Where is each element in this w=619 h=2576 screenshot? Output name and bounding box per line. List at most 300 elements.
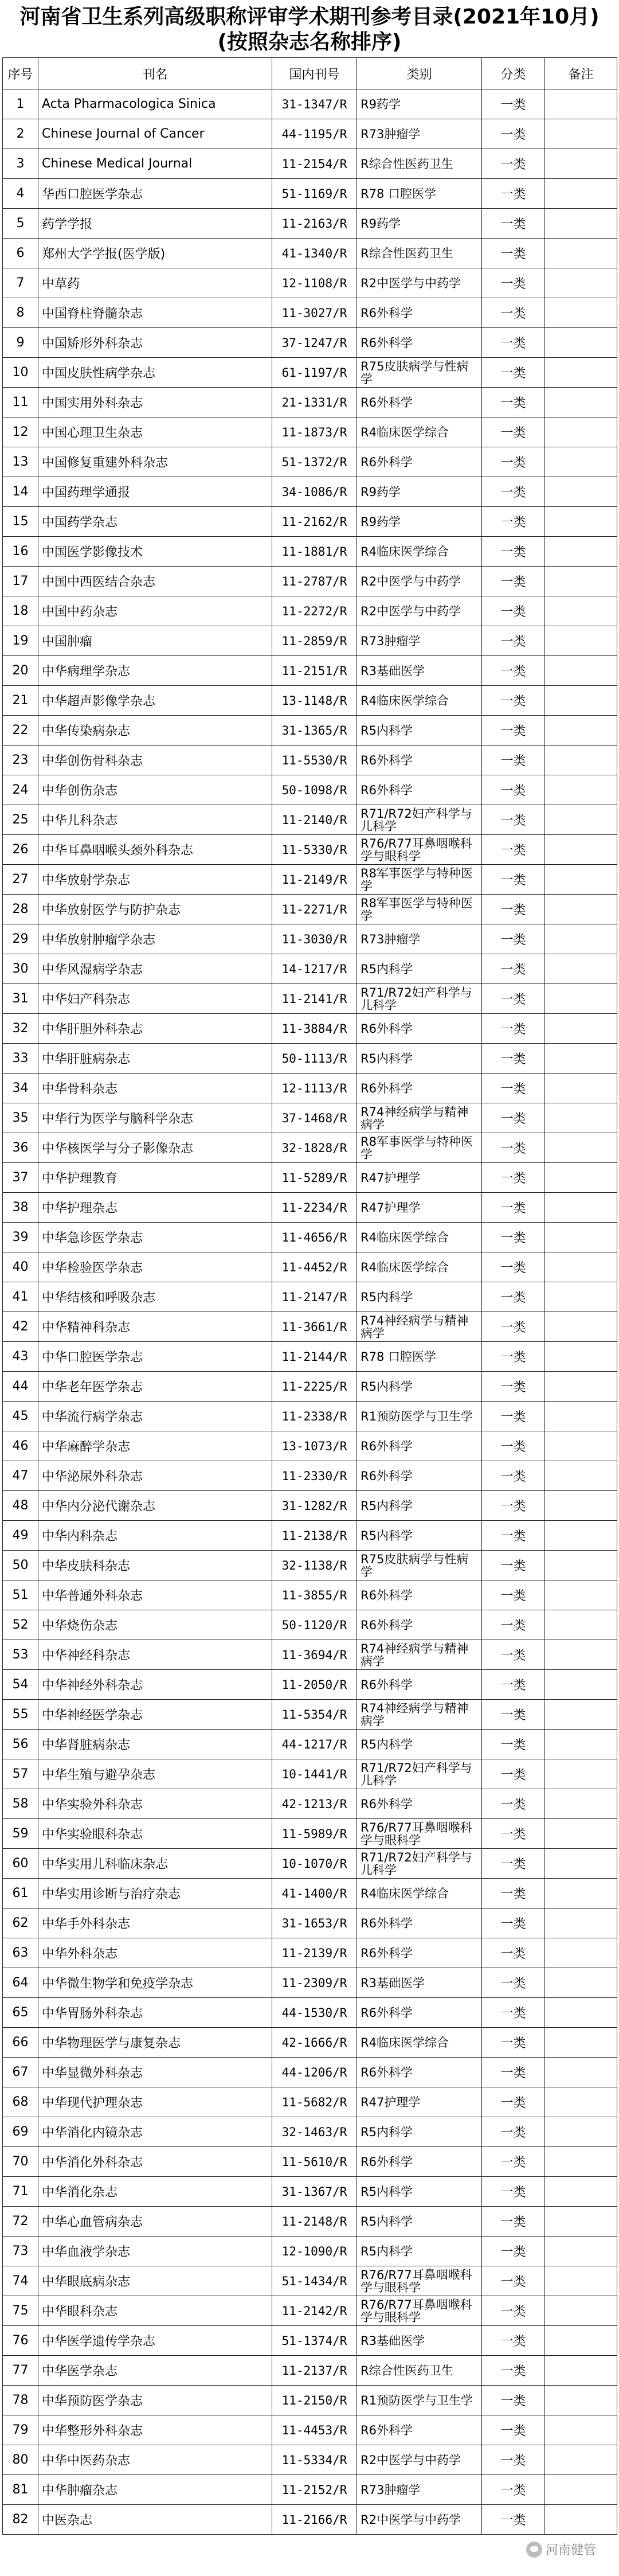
table-row bbox=[3, 626, 617, 656]
classification: 一类 bbox=[482, 626, 545, 656]
classification: 一类 bbox=[482, 2475, 545, 2505]
table-row bbox=[3, 2117, 617, 2147]
issn-code: 11-5989/R bbox=[272, 1819, 357, 1849]
remark bbox=[545, 835, 617, 865]
classification: 一类 bbox=[482, 1700, 545, 1730]
classification: 一类 bbox=[482, 656, 545, 686]
issn-code: 11-1881/R bbox=[272, 537, 357, 567]
table-row bbox=[3, 2386, 617, 2415]
row-number: 28 bbox=[3, 895, 38, 924]
table-row bbox=[3, 2326, 617, 2356]
journal-name: Acta Pharmacologica Sinica bbox=[38, 89, 272, 119]
category: R6外科学 bbox=[357, 388, 482, 417]
remark bbox=[545, 149, 617, 179]
remark bbox=[545, 507, 617, 537]
issn-code: 11-2148/R bbox=[272, 2207, 357, 2237]
issn-code: 31-1653/R bbox=[272, 1908, 357, 1938]
issn-code: 11-5330/R bbox=[272, 835, 357, 865]
remark bbox=[545, 984, 617, 1014]
category: R71/R72妇产科学与儿科学 bbox=[357, 805, 482, 835]
row-number: 34 bbox=[3, 1074, 38, 1103]
category: R6外科学 bbox=[357, 1908, 482, 1938]
table-row bbox=[3, 1372, 617, 1402]
col-header-category: 类别 bbox=[357, 58, 482, 89]
row-number: 77 bbox=[3, 2356, 38, 2386]
row-number: 3 bbox=[3, 149, 38, 179]
issn-code: 11-2234/R bbox=[272, 1193, 357, 1223]
classification: 一类 bbox=[482, 716, 545, 746]
remark bbox=[545, 2475, 617, 2505]
issn-code: 11-2138/R bbox=[272, 1521, 357, 1551]
row-number: 15 bbox=[3, 507, 38, 537]
classification: 一类 bbox=[482, 1580, 545, 1610]
journal-name: 中华整形外科杂志 bbox=[38, 2415, 272, 2445]
classification: 一类 bbox=[482, 1521, 545, 1551]
classification: 一类 bbox=[482, 2326, 545, 2356]
issn-code: 11-4452/R bbox=[272, 1252, 357, 1282]
issn-code: 32-1828/R bbox=[272, 1133, 357, 1163]
row-number: 78 bbox=[3, 2386, 38, 2415]
journal-name: 中华老年医学杂志 bbox=[38, 1372, 272, 1402]
journal-name: 中国中药杂志 bbox=[38, 596, 272, 626]
category: R4临床医学综合 bbox=[357, 2028, 482, 2058]
row-number: 26 bbox=[3, 835, 38, 865]
issn-code: 41-1340/R bbox=[272, 239, 357, 268]
remark bbox=[545, 2386, 617, 2415]
classification: 一类 bbox=[482, 2087, 545, 2117]
row-number: 8 bbox=[3, 298, 38, 328]
journal-name: 中华实用诊断与治疗杂志 bbox=[38, 1879, 272, 1908]
table-row bbox=[3, 1908, 617, 1938]
table-row bbox=[3, 716, 617, 746]
table-row bbox=[3, 1193, 617, 1223]
row-number: 29 bbox=[3, 924, 38, 954]
remark bbox=[545, 298, 617, 328]
journal-name: 中华物理医学与康复杂志 bbox=[38, 2028, 272, 2058]
watermark bbox=[526, 2540, 596, 2558]
row-number: 52 bbox=[3, 1610, 38, 1640]
table-row bbox=[3, 596, 617, 626]
issn-code: 11-4453/R bbox=[272, 2415, 357, 2445]
category: R5内科学 bbox=[357, 1282, 482, 1312]
journal-name: 中国医学影像技术 bbox=[38, 537, 272, 567]
issn-code: 11-2330/R bbox=[272, 1461, 357, 1491]
row-number: 79 bbox=[3, 2415, 38, 2445]
classification: 一类 bbox=[482, 865, 545, 895]
row-number: 2 bbox=[3, 119, 38, 149]
remark bbox=[545, 1074, 617, 1103]
journal-name: 中华消化杂志 bbox=[38, 2177, 272, 2207]
col-header-no: 序号 bbox=[3, 58, 38, 89]
page-subtitle: (按照杂志名称排序) bbox=[217, 30, 402, 54]
table-row bbox=[3, 1580, 617, 1610]
issn-code: 50-1113/R bbox=[272, 1044, 357, 1074]
remark bbox=[545, 2028, 617, 2058]
issn-code: 11-1873/R bbox=[272, 417, 357, 447]
table-row bbox=[3, 447, 617, 477]
issn-code: 42-1666/R bbox=[272, 2028, 357, 2058]
row-number: 32 bbox=[3, 1014, 38, 1044]
classification: 一类 bbox=[482, 417, 545, 447]
category: R1预防医学与卫生学 bbox=[357, 1402, 482, 1431]
journal-name: 中国矫形外科杂志 bbox=[38, 328, 272, 358]
classification: 一类 bbox=[482, 239, 545, 268]
journal-name: 中国实用外科杂志 bbox=[38, 388, 272, 417]
journal-name: 中华烧伤杂志 bbox=[38, 1610, 272, 1640]
classification: 一类 bbox=[482, 1968, 545, 1998]
remark bbox=[545, 2087, 617, 2117]
issn-code: 11-2787/R bbox=[272, 567, 357, 596]
category: R5内科学 bbox=[357, 716, 482, 746]
table-row bbox=[3, 686, 617, 716]
classification: 一类 bbox=[482, 447, 545, 477]
remark bbox=[545, 1163, 617, 1193]
remark bbox=[545, 567, 617, 596]
classification: 一类 bbox=[482, 537, 545, 567]
row-number: 76 bbox=[3, 2326, 38, 2356]
remark bbox=[545, 1580, 617, 1610]
classification: 一类 bbox=[482, 1849, 545, 1879]
category: R6外科学 bbox=[357, 1014, 482, 1044]
classification: 一类 bbox=[482, 1998, 545, 2028]
journal-name: 中华麻醉学杂志 bbox=[38, 1431, 272, 1461]
remark bbox=[545, 1312, 617, 1342]
category: R6外科学 bbox=[357, 1580, 482, 1610]
chat-bubble-icon bbox=[526, 2542, 542, 2558]
issn-code: 11-2225/R bbox=[272, 1372, 357, 1402]
category: R6外科学 bbox=[357, 447, 482, 477]
journal-name: 中华手外科杂志 bbox=[38, 1908, 272, 1938]
table-row bbox=[3, 507, 617, 537]
journal-table bbox=[2, 57, 617, 2535]
issn-code: 11-3030/R bbox=[272, 924, 357, 954]
journal-name: 中华肝脏病杂志 bbox=[38, 1044, 272, 1074]
category: R5内科学 bbox=[357, 2177, 482, 2207]
journal-name: 中国药理学通报 bbox=[38, 477, 272, 507]
table-row bbox=[3, 1938, 617, 1968]
category: R6外科学 bbox=[357, 2058, 482, 2087]
table-row bbox=[3, 358, 617, 388]
row-number: 58 bbox=[3, 1789, 38, 1819]
classification: 一类 bbox=[482, 1938, 545, 1968]
table-row bbox=[3, 239, 617, 268]
classification: 一类 bbox=[482, 2296, 545, 2326]
journal-name: Chinese Journal of Cancer bbox=[38, 119, 272, 149]
category: R5内科学 bbox=[357, 1730, 482, 1759]
table-row bbox=[3, 1521, 617, 1551]
remark bbox=[545, 1521, 617, 1551]
row-number: 1 bbox=[3, 89, 38, 119]
row-number: 25 bbox=[3, 805, 38, 835]
category: R71/R72妇产科学与儿科学 bbox=[357, 1849, 482, 1879]
row-number: 10 bbox=[3, 358, 38, 388]
journal-name: 中华放射医学与防护杂志 bbox=[38, 895, 272, 924]
journal-name: 中华儿科杂志 bbox=[38, 805, 272, 835]
journal-name: 中华病理学杂志 bbox=[38, 656, 272, 686]
classification: 一类 bbox=[482, 984, 545, 1014]
issn-code: 41-1400/R bbox=[272, 1879, 357, 1908]
category: R6外科学 bbox=[357, 2147, 482, 2177]
journal-name: 中华实用儿科临床杂志 bbox=[38, 1849, 272, 1879]
table-row bbox=[3, 2028, 617, 2058]
category: R5内科学 bbox=[357, 2207, 482, 2237]
issn-code: 12-1108/R bbox=[272, 268, 357, 298]
issn-code: 42-1213/R bbox=[272, 1789, 357, 1819]
remark bbox=[545, 746, 617, 775]
remark bbox=[545, 1282, 617, 1312]
row-number: 47 bbox=[3, 1461, 38, 1491]
row-number: 45 bbox=[3, 1402, 38, 1431]
issn-code: 14-1217/R bbox=[272, 954, 357, 984]
table-row bbox=[3, 1670, 617, 1700]
classification: 一类 bbox=[482, 1163, 545, 1193]
issn-code: 12-1113/R bbox=[272, 1074, 357, 1103]
remark bbox=[545, 1849, 617, 1879]
category: R78 口腔医学 bbox=[357, 1342, 482, 1372]
col-header-name: 刊名 bbox=[38, 58, 272, 89]
category: R5内科学 bbox=[357, 2237, 482, 2266]
remark bbox=[545, 2266, 617, 2296]
row-number: 27 bbox=[3, 865, 38, 895]
journal-name: 中华行为医学与脑科学杂志 bbox=[38, 1103, 272, 1133]
row-number: 19 bbox=[3, 626, 38, 656]
issn-code: 11-2338/R bbox=[272, 1402, 357, 1431]
journal-name: 中华流行病学杂志 bbox=[38, 1402, 272, 1431]
journal-name: 中华创伤杂志 bbox=[38, 775, 272, 805]
category: R9药学 bbox=[357, 507, 482, 537]
issn-code: 13-1148/R bbox=[272, 686, 357, 716]
row-number: 11 bbox=[3, 388, 38, 417]
row-number: 9 bbox=[3, 328, 38, 358]
row-number: 37 bbox=[3, 1163, 38, 1193]
classification: 一类 bbox=[482, 2028, 545, 2058]
issn-code: 11-3027/R bbox=[272, 298, 357, 328]
row-number: 41 bbox=[3, 1282, 38, 1312]
row-number: 51 bbox=[3, 1580, 38, 1610]
remark bbox=[545, 1402, 617, 1431]
classification: 一类 bbox=[482, 1610, 545, 1640]
classification: 一类 bbox=[482, 1372, 545, 1402]
classification: 一类 bbox=[482, 2505, 545, 2535]
remark bbox=[545, 686, 617, 716]
category: R1预防医学与卫生学 bbox=[357, 2386, 482, 2415]
table-row bbox=[3, 1074, 617, 1103]
classification: 一类 bbox=[482, 2237, 545, 2266]
classification: 一类 bbox=[482, 1789, 545, 1819]
table-row bbox=[3, 835, 617, 865]
row-number: 31 bbox=[3, 984, 38, 1014]
journal-name: 中国中西医结合杂志 bbox=[38, 567, 272, 596]
classification: 一类 bbox=[482, 388, 545, 417]
classification: 一类 bbox=[482, 1730, 545, 1759]
remark bbox=[545, 2058, 617, 2087]
issn-code: 11-2162/R bbox=[272, 507, 357, 537]
journal-name: 中华结核和呼吸杂志 bbox=[38, 1282, 272, 1312]
category: R4临床医学综合 bbox=[357, 1223, 482, 1252]
table-row bbox=[3, 567, 617, 596]
issn-code: 12-1090/R bbox=[272, 2237, 357, 2266]
issn-code: 11-2149/R bbox=[272, 865, 357, 895]
issn-code: 11-2272/R bbox=[272, 596, 357, 626]
table-row bbox=[3, 1700, 617, 1730]
journal-name: 中华心血管病杂志 bbox=[38, 2207, 272, 2237]
remark bbox=[545, 2326, 617, 2356]
classification: 一类 bbox=[482, 1252, 545, 1282]
issn-code: 44-1206/R bbox=[272, 2058, 357, 2087]
remark bbox=[545, 2445, 617, 2475]
table-row bbox=[3, 209, 617, 239]
journal-name: 中华神经医学杂志 bbox=[38, 1700, 272, 1730]
category: R74神经病学与精神病学 bbox=[357, 1103, 482, 1133]
remark bbox=[545, 1551, 617, 1580]
journal-name: 中华医学遗传学杂志 bbox=[38, 2326, 272, 2356]
journal-name: 中华核医学与分子影像杂志 bbox=[38, 1133, 272, 1163]
row-number: 49 bbox=[3, 1521, 38, 1551]
classification: 一类 bbox=[482, 1342, 545, 1372]
classification: 一类 bbox=[482, 835, 545, 865]
category: R2中医学与中药学 bbox=[357, 596, 482, 626]
remark bbox=[545, 596, 617, 626]
category: R71/R72妇产科学与儿科学 bbox=[357, 1759, 482, 1789]
row-number: 4 bbox=[3, 179, 38, 209]
remark bbox=[545, 2415, 617, 2445]
journal-name: 中华皮肤科杂志 bbox=[38, 1551, 272, 1580]
table-row bbox=[3, 1312, 617, 1342]
category: R6外科学 bbox=[357, 1938, 482, 1968]
issn-code: 11-2139/R bbox=[272, 1938, 357, 1968]
issn-code: 11-2859/R bbox=[272, 626, 357, 656]
issn-code: 50-1120/R bbox=[272, 1610, 357, 1640]
remark bbox=[545, 1342, 617, 1372]
classification: 一类 bbox=[482, 1074, 545, 1103]
row-number: 63 bbox=[3, 1938, 38, 1968]
classification: 一类 bbox=[482, 775, 545, 805]
row-number: 33 bbox=[3, 1044, 38, 1074]
row-number: 54 bbox=[3, 1670, 38, 1700]
remark bbox=[545, 2177, 617, 2207]
table-row bbox=[3, 328, 617, 358]
remark bbox=[545, 924, 617, 954]
remark bbox=[545, 179, 617, 209]
journal-name: 中华肿瘤杂志 bbox=[38, 2475, 272, 2505]
table-row bbox=[3, 1879, 617, 1908]
table-row bbox=[3, 537, 617, 567]
row-number: 70 bbox=[3, 2147, 38, 2177]
issn-code: 37-1247/R bbox=[272, 328, 357, 358]
table-row bbox=[3, 477, 617, 507]
classification: 一类 bbox=[482, 746, 545, 775]
classification: 一类 bbox=[482, 1133, 545, 1163]
row-number: 80 bbox=[3, 2445, 38, 2475]
category: R6外科学 bbox=[357, 2415, 482, 2445]
issn-code: 11-4656/R bbox=[272, 1223, 357, 1252]
classification: 一类 bbox=[482, 1491, 545, 1521]
classification: 一类 bbox=[482, 1282, 545, 1312]
row-number: 68 bbox=[3, 2087, 38, 2117]
journal-name: 中华医学杂志 bbox=[38, 2356, 272, 2386]
category: R5内科学 bbox=[357, 1491, 482, 1521]
table-row bbox=[3, 89, 617, 119]
classification: 一类 bbox=[482, 1402, 545, 1431]
table-row bbox=[3, 2475, 617, 2505]
journal-name: 中华眼底病杂志 bbox=[38, 2266, 272, 2296]
table-row bbox=[3, 865, 617, 895]
journal-name: 中华泌尿外科杂志 bbox=[38, 1461, 272, 1491]
category: R6外科学 bbox=[357, 298, 482, 328]
remark bbox=[545, 775, 617, 805]
table-row bbox=[3, 1103, 617, 1133]
table-row bbox=[3, 1551, 617, 1580]
table-row bbox=[3, 2505, 617, 2535]
remark bbox=[545, 1044, 617, 1074]
classification: 一类 bbox=[482, 149, 545, 179]
table-row bbox=[3, 149, 617, 179]
issn-code: 13-1073/R bbox=[272, 1431, 357, 1461]
remark bbox=[545, 626, 617, 656]
table-row bbox=[3, 656, 617, 686]
table-row bbox=[3, 1223, 617, 1252]
row-number: 48 bbox=[3, 1491, 38, 1521]
row-number: 46 bbox=[3, 1431, 38, 1461]
row-number: 60 bbox=[3, 1849, 38, 1879]
category: R5内科学 bbox=[357, 1521, 482, 1551]
table-row bbox=[3, 2266, 617, 2296]
issn-code: 11-3661/R bbox=[272, 1312, 357, 1342]
issn-code: 31-1367/R bbox=[272, 2177, 357, 2207]
row-number: 36 bbox=[3, 1133, 38, 1163]
category: R76/R77耳鼻咽喉科学与眼科学 bbox=[357, 2266, 482, 2296]
watermark-label: 河南健管 bbox=[545, 2543, 596, 2558]
issn-code: 51-1169/R bbox=[272, 179, 357, 209]
classification: 一类 bbox=[482, 358, 545, 388]
journal-name: 药学学报 bbox=[38, 209, 272, 239]
remark bbox=[545, 417, 617, 447]
journal-name: 中华显微外科杂志 bbox=[38, 2058, 272, 2087]
table-row bbox=[3, 984, 617, 1014]
issn-code: 51-1434/R bbox=[272, 2266, 357, 2296]
remark bbox=[545, 805, 617, 835]
table-row bbox=[3, 179, 617, 209]
row-number: 7 bbox=[3, 268, 38, 298]
category: R74神经病学与精神病学 bbox=[357, 1700, 482, 1730]
remark bbox=[545, 1700, 617, 1730]
table-row bbox=[3, 1044, 617, 1074]
category: R6外科学 bbox=[357, 1461, 482, 1491]
row-number: 17 bbox=[3, 567, 38, 596]
classification: 一类 bbox=[482, 179, 545, 209]
category: R73肿瘤学 bbox=[357, 924, 482, 954]
category: R6外科学 bbox=[357, 775, 482, 805]
table-row bbox=[3, 895, 617, 924]
issn-code: 11-2142/R bbox=[272, 2296, 357, 2326]
row-number: 39 bbox=[3, 1223, 38, 1252]
journal-name: 中华神经外科杂志 bbox=[38, 1670, 272, 1700]
col-header-note: 备注 bbox=[545, 58, 617, 89]
issn-code: 11-2150/R bbox=[272, 2386, 357, 2415]
remark bbox=[545, 2296, 617, 2326]
remark bbox=[545, 209, 617, 239]
category: R8军事医学与特种医学 bbox=[357, 1133, 482, 1163]
row-number: 64 bbox=[3, 1968, 38, 1998]
row-number: 65 bbox=[3, 1998, 38, 2028]
classification: 一类 bbox=[482, 268, 545, 298]
row-number: 81 bbox=[3, 2475, 38, 2505]
row-number: 14 bbox=[3, 477, 38, 507]
remark bbox=[545, 1968, 617, 1998]
category: R综合性医药卫生 bbox=[357, 149, 482, 179]
journal-name: 中华内分泌代谢杂志 bbox=[38, 1491, 272, 1521]
journal-name: 中华骨科杂志 bbox=[38, 1074, 272, 1103]
